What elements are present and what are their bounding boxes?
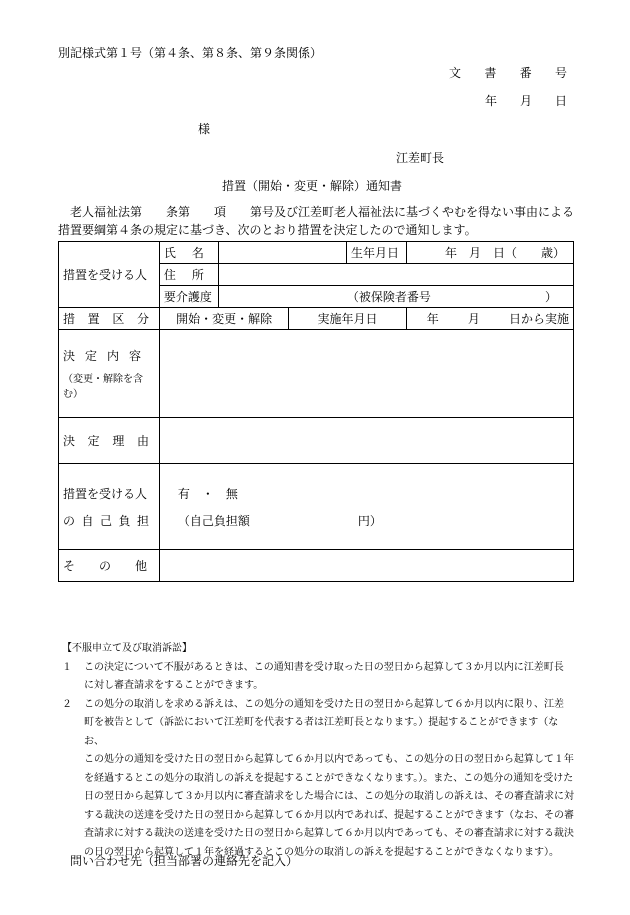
self-burden-label: 措置を受ける人 の 自 己 負 担 [59,464,160,550]
address-label: 住 所 [159,264,218,286]
decision-content-note: （変更・解除を含む） [63,374,143,400]
name-label: 氏 名 [159,242,218,264]
self-burden-field[interactable] [159,464,573,550]
decision-content-field[interactable] [159,330,573,418]
category-options[interactable]: 開始・変更・解除 [159,308,288,330]
insured-number-field[interactable]: （被保険者番号 ） [218,286,573,308]
decision-reason-field[interactable] [159,418,573,464]
notes-heading: 【不服申立て及び取消訴訟】 [62,643,192,654]
note-item-1: １ この決定について不服があるときは、この通知書を受け取った日の翌日から起算して３か月以内に江差町長 に対し審査請求をすることができます。 [62,661,564,691]
doc-number: 文 書 番 号 [449,66,567,80]
sender: 江差町長 [396,151,445,165]
decision-content-label: 決 定 内 容 （変更・解除を含む） [59,330,160,418]
decision-reason-label: 決 定 理 由 [59,418,160,464]
addressee-suffix: 様 [198,122,211,136]
burden-amount[interactable]: （自己負担額 円） [177,513,382,528]
implementation-date-field[interactable]: 年 月 日から実施 [406,308,573,330]
appeal-notes [62,640,574,862]
implementation-date-label: 実施年月日 [289,308,406,330]
birthdate-field[interactable]: 年 月 日（ 歳） [406,242,573,264]
recipient-label: 措置を受ける人 [59,242,160,308]
care-level-label: 要介護度 [159,286,218,308]
measure-form-table [58,241,574,582]
name-field[interactable] [218,242,346,264]
birthdate-label: 生年月日 [346,242,406,264]
note-item-2: ２ この処分の取消しを求める訴えは、この処分の通知を受けた日の翌日から起算して６か月以内に限り、江差 町を被告として（訴訟において江差町を代表する者は江差町長となります。）提起することができます（なお、 この処分の通知を受けた日の翌日から起算して６か月以内であっても、この処分の日の翌日から起算して１年 を経過するとこの処分の取消しの訴えを提起することができなくなります。）。また、この処分の通知を受けた 日の翌日から起算して３か月以内に審査請求をした場合には、この処分の取消しの訴えは、その審査請求に対 する裁決の送達を受けた日の翌日から起算して６か月以内であれば、提起することができます（なお、その審 査請求に対する裁決の送達を受けた日の翌日から起算して６か月以内であっても、その審査請求に対する裁決 の日の翌日から起算して１年を経過するとこの処分の取消しの訴えを提起することができなくなります）。 [62,698,574,858]
contact-info: 問い合わせ先（担当部署の連絡先を記入） [70,854,299,868]
other-field[interactable] [159,550,573,582]
other-label: そ の 他 [59,550,160,582]
intro-line-2: 措置要綱第４条の規定に基づき、次のとおり措置を決定したので通知します。 [58,223,477,237]
category-label: 措 置 区 分 [59,308,160,330]
intro-line-1: 老人福祉法第 条第 項 第号及び江差町老人福祉法に基づくやむを得ない事由による [70,205,575,219]
burden-yes-no[interactable]: 有 ・ 無 [177,486,238,501]
issue-date: 年 月 日 [485,94,567,108]
address-field[interactable] [218,264,573,286]
document-title: 措置（開始・変更・解除）通知書 [222,179,403,193]
form-label: 別記様式第１号（第４条、第８条、第９条関係） [58,46,323,60]
